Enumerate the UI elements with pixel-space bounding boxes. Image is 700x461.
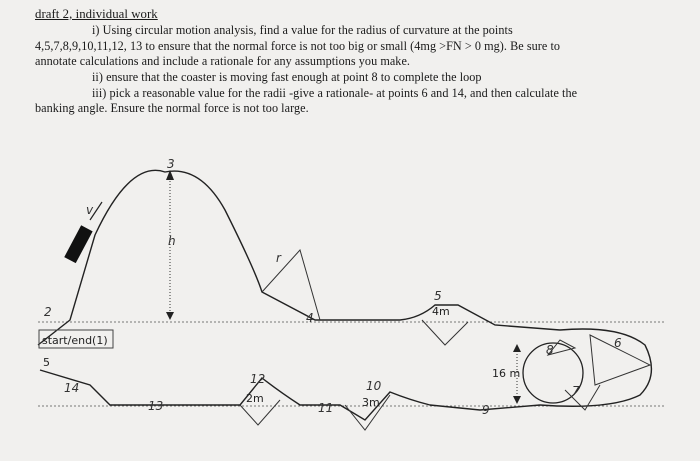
loop-arrow-bottom xyxy=(513,396,521,404)
point-4: 4 xyxy=(306,311,314,325)
radius-sketch-4 xyxy=(262,250,320,320)
item-1-continuation-2: annotate calculations and include a rationale for any assumptions you make. xyxy=(35,54,411,68)
point-7: 7 xyxy=(572,384,580,398)
point-11: 11 xyxy=(318,401,334,415)
distance-16m: 16 m xyxy=(492,367,521,380)
point-2: 2 xyxy=(44,305,52,319)
distance-3m: 3m xyxy=(362,396,380,409)
assignment-title: draft 2, individual work xyxy=(35,7,158,21)
point-5: 5 xyxy=(434,289,442,303)
velocity-label: v xyxy=(86,203,94,217)
point-12: 12 xyxy=(250,372,266,386)
item-2-text: ii) ensure that the coaster is moving fast enough at point 8 to complete the loop xyxy=(92,70,482,84)
point-10: 10 xyxy=(366,379,382,393)
radius-label: r xyxy=(276,251,281,265)
point-9: 9 xyxy=(482,403,490,417)
item-1-text: i) Using circular motion analysis, find a value for the radius of curvature at the points xyxy=(92,23,513,37)
point-3: 3 xyxy=(167,157,175,171)
point-14: 14 xyxy=(64,381,80,395)
point-8: 8 xyxy=(546,343,554,357)
item-3-continuation: banking angle. Ensure the normal force is not too large. xyxy=(35,101,309,115)
item-1-continuation: 4,5,7,8,9,10,11,12, 13 to ensure that the normal force is not too big or small (4mg >FN > 0 mg). Be sure to xyxy=(35,39,561,53)
point-5-box-label: 5 xyxy=(43,356,50,369)
item-3-text: iii) pick a reasonable value for the radii -give a rationale- at points 6 and 14, and then calculate the xyxy=(92,86,578,100)
distance-4m: 4m xyxy=(432,305,450,318)
track-upper xyxy=(38,170,560,345)
point-13: 13 xyxy=(148,399,164,413)
loop-arrow-top xyxy=(513,344,521,352)
height-label: h xyxy=(168,234,176,248)
track-lower xyxy=(40,370,540,420)
track-right-curve xyxy=(540,329,651,406)
start-end-label: start/end(1) xyxy=(42,334,108,347)
height-arrow-bottom xyxy=(166,312,174,320)
point-6: 6 xyxy=(614,336,622,350)
distance-2m: 2m xyxy=(246,392,264,405)
radius-sketch-5 xyxy=(422,320,468,345)
